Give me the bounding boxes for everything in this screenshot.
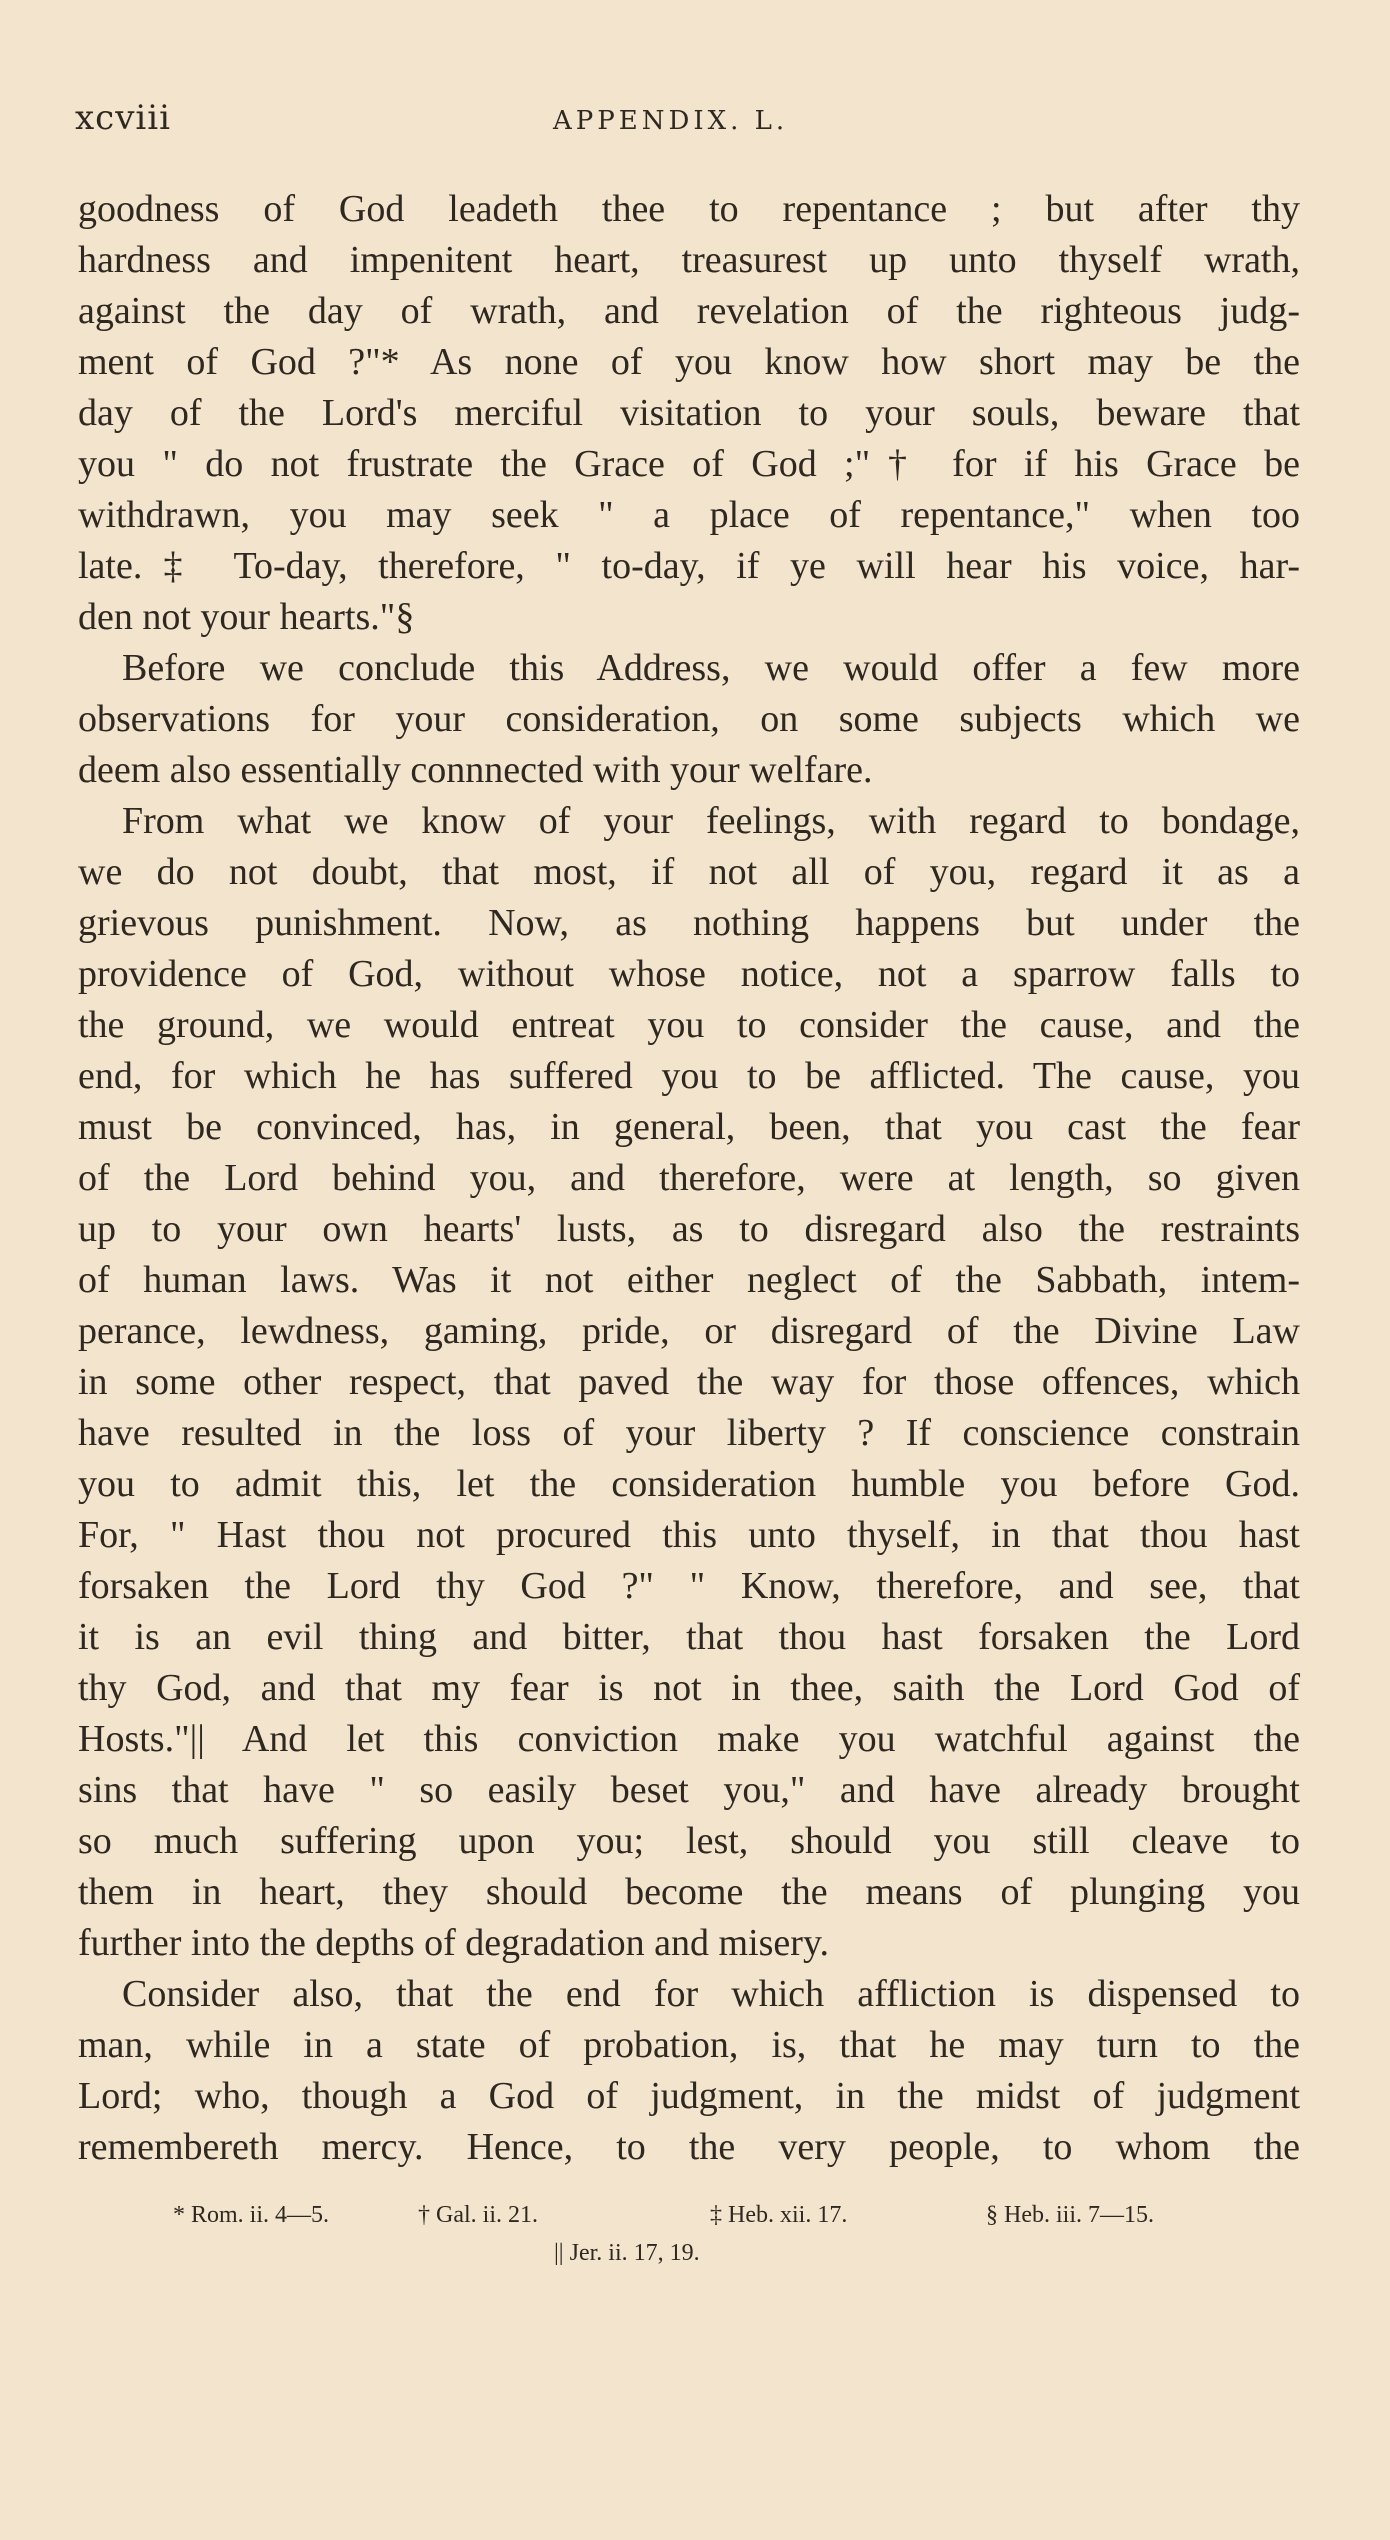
text-line: it is an evil thing and bitter, that thou hast forsaken the Lord [78, 1616, 1300, 1658]
footnote-heb-xii: ‡ Heb. xii. 17. [710, 2202, 848, 2228]
paragraph-start-line: Consider also, that the end for which affliction is dispensed to [122, 1973, 1300, 2015]
text-line: them in heart, they should become the means of plunging you [78, 1871, 1300, 1913]
page-number: xcviii [75, 98, 172, 138]
paragraph-start-line: Before we conclude this Address, we would offer a few more [122, 647, 1300, 689]
text-line: providence of God, without whose notice, not a sparrow falls to [78, 953, 1300, 995]
text-line: For, " Hast thou not procured this unto thyself, in that thou hast [78, 1514, 1300, 1556]
footnote-jer: || Jer. ii. 17, 19. [554, 2240, 700, 2266]
footnote-row [78, 2234, 1300, 2272]
text-line: Lord; who, though a God of judgment, in the midst of judgment [78, 2075, 1300, 2117]
text-line: thy God, and that my fear is not in thee, saith the Lord God of [78, 1667, 1300, 1709]
text-line: remembereth mercy. Hence, to the very people, to whom the [78, 2126, 1300, 2168]
text-line: Hosts."|| And let this conviction make you watchful against the [78, 1718, 1300, 1760]
text-line: ment of God ?"* As none of you know how short may be the [78, 341, 1300, 383]
text-line: observations for your consideration, on some subjects which we [78, 698, 1300, 740]
text-line: the ground, we would entreat you to consider the cause, and the [78, 1004, 1300, 1046]
text-line: of human laws. Was it not either neglect of the Sabbath, intem- [78, 1259, 1300, 1301]
text-line: perance, lewdness, gaming, pride, or disregard of the Divine Law [78, 1310, 1300, 1352]
text-line: hardness and impenitent heart, treasurest up unto thyself wrath, [78, 239, 1300, 281]
text-line: day of the Lord's merciful visitation to your souls, beware that [78, 392, 1300, 434]
text-line: against the day of wrath, and revelation of the righteous judg- [78, 290, 1300, 332]
text-line: goodness of God leadeth thee to repentance ; but after thy [78, 188, 1300, 230]
text-line: man, while in a state of probation, is, that he may turn to the [78, 2024, 1300, 2066]
footnote-heb-iii: § Heb. iii. 7—15. [986, 2202, 1154, 2228]
paragraph-start-line: From what we know of your feelings, with regard to bondage, [122, 800, 1300, 842]
text-line: den not your hearts."§ [78, 596, 415, 638]
text-line: withdrawn, you may seek " a place of repentance," when too [78, 494, 1300, 536]
body-text [78, 184, 1300, 2173]
text-line: of the Lord behind you, and therefore, were at length, so given [78, 1157, 1300, 1199]
text-line: must be convinced, has, in general, been, that you cast the fear [78, 1106, 1300, 1148]
text-line: in some other respect, that paved the way for those offences, which [78, 1361, 1300, 1403]
text-line: further into the depths of degradation and misery. [78, 1922, 829, 1964]
footnote-rom: * Rom. ii. 4—5. [173, 2202, 330, 2228]
footnotes [78, 2196, 1300, 2272]
text-line: you to admit this, let the consideration humble you before God. [78, 1463, 1300, 1505]
text-line: deem also essentially connnected with your welfare. [78, 749, 873, 791]
text-line: you " do not frustrate the Grace of God ;"† for if his Grace be [78, 443, 1300, 485]
footnote-gal: † Gal. ii. 21. [418, 2202, 538, 2228]
text-line: up to your own hearts' lusts, as to disregard also the restraints [78, 1208, 1300, 1250]
page-header [75, 98, 1305, 148]
text-line: sins that have " so easily beset you," and have already brought [78, 1769, 1300, 1811]
text-line: late.‡ To-day, therefore, " to-day, if ye will hear his voice, har- [78, 545, 1300, 587]
text-line: have resulted in the loss of your liberty ? If conscience constrain [78, 1412, 1300, 1454]
running-title: APPENDIX. L. [553, 106, 789, 136]
text-line: forsaken the Lord thy God ?" " Know, therefore, and see, that [78, 1565, 1300, 1607]
text-line: grievous punishment. Now, as nothing happens but under the [78, 902, 1300, 944]
text-line: so much suffering upon you; lest, should you still cleave to [78, 1820, 1300, 1862]
text-line: we do not doubt, that most, if not all of you, regard it as a [78, 851, 1300, 893]
footnote-row [78, 2196, 1300, 2234]
text-line: end, for which he has suffered you to be afflicted. The cause, you [78, 1055, 1300, 1097]
